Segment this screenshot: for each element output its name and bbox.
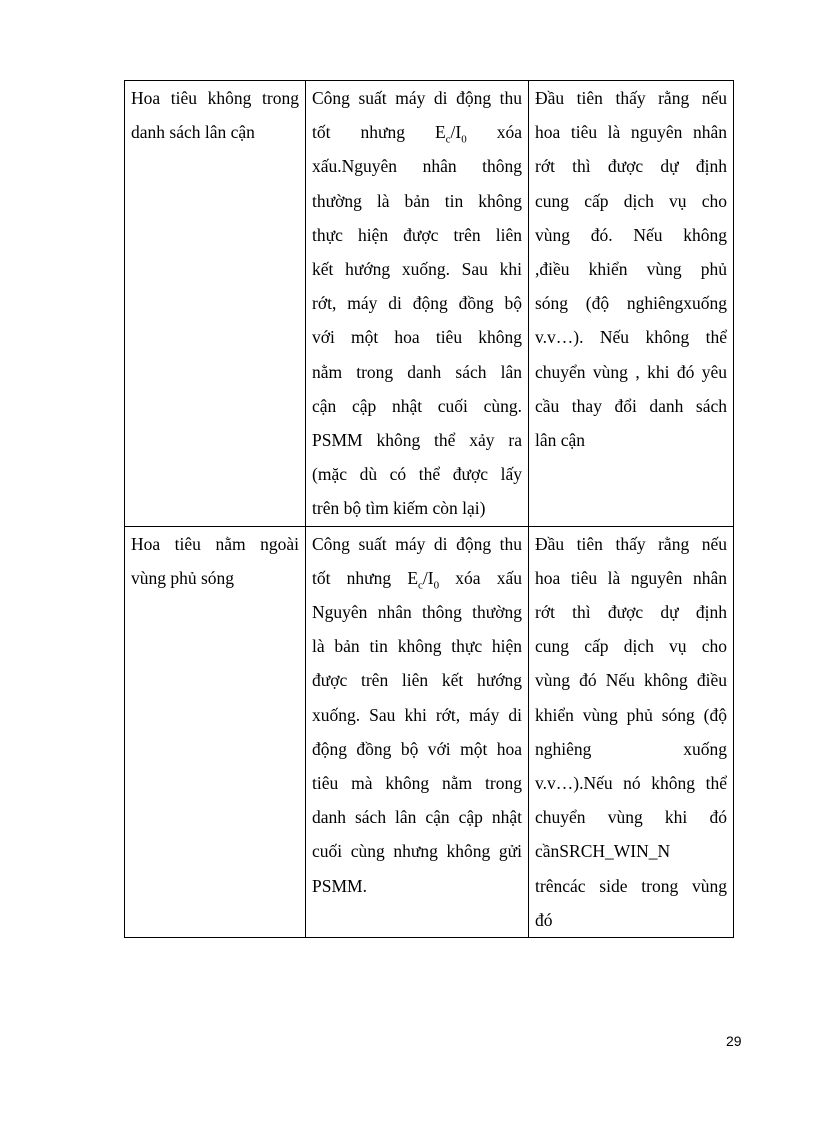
text-line: chuyển vùng , khi đó yêu bbox=[535, 361, 727, 382]
text-line: hoa tiêu là nguyên nhân bbox=[535, 122, 727, 143]
text-line: PSMM không thể xảy ra bbox=[312, 430, 522, 451]
text-line: tiêu mà không nằm trong bbox=[312, 773, 522, 794]
table-row bbox=[125, 81, 734, 527]
text-line: rớt thì được dự định bbox=[535, 602, 727, 623]
text-line: vùng phủ sóng bbox=[131, 567, 235, 588]
text-line: danh sách lân cận bbox=[131, 122, 255, 143]
text-line: khiển vùng phủ sóng (độ bbox=[535, 704, 727, 725]
text-line: trên bộ tìm kiếm còn lại) bbox=[312, 498, 486, 519]
problem-cell bbox=[125, 81, 306, 527]
text-line: là bản tin không thực hiện bbox=[312, 636, 522, 657]
text-line: rớt thì được dự định bbox=[535, 156, 727, 177]
text-line: xấu.Nguyên nhân thông bbox=[312, 156, 522, 177]
text-line: tốt nhưng $E_c/I_0$ xóa xấu bbox=[312, 567, 522, 592]
text-line: hoa tiêu là nguyên nhân bbox=[535, 567, 727, 588]
problem-cell bbox=[125, 526, 306, 937]
text-line: xuống. Sau khi rớt, máy di bbox=[312, 704, 522, 725]
text-line: cung cấp dịch vụ cho bbox=[535, 636, 727, 657]
text-line: rớt, máy di động đồng bộ bbox=[312, 293, 522, 314]
document-table bbox=[124, 80, 734, 938]
text-line: tốt nhưng $E_c/I_0$ xóa bbox=[312, 122, 522, 146]
text-line: động đồng bộ với một hoa bbox=[312, 738, 522, 759]
text-line: cầu thay đổi danh sách bbox=[535, 395, 727, 416]
text-line: danh sách lân cận cập nhật bbox=[312, 807, 522, 828]
text-line: kết hướng xuống. Sau khi bbox=[312, 259, 522, 280]
text-line: Nguyên nhân thông thường bbox=[312, 602, 522, 623]
text-line: Công suất máy di động thu bbox=[312, 533, 522, 554]
text-line: Đầu tiên thấy rằng nếu bbox=[535, 533, 727, 554]
text-line: thường là bản tin không bbox=[312, 190, 522, 211]
text-line: v.v…).Nếu nó không thể bbox=[535, 773, 727, 794]
cause-cell bbox=[306, 526, 529, 937]
text-line: cầnSRCH_WIN_N bbox=[535, 841, 671, 862]
text-line: lân cận bbox=[535, 430, 586, 451]
text-line: vùng đó. Nếu không bbox=[535, 224, 727, 245]
text-line: chuyển vùng khi đó bbox=[535, 807, 727, 828]
text-line: đó bbox=[535, 909, 553, 930]
text-line: v.v…). Nếu không thể bbox=[535, 327, 727, 348]
text-line: Đầu tiên thấy rằng nếu bbox=[535, 88, 727, 108]
ec-io-symbol: $E_c/I_0$ bbox=[434, 122, 467, 146]
text-line: cận cập nhật cuối cùng. bbox=[312, 395, 522, 416]
text-line: với một hoa tiêu không bbox=[312, 327, 522, 348]
text-line: ,điều khiển vùng phủ bbox=[535, 259, 727, 280]
page-number: 29 bbox=[726, 1033, 742, 1049]
text-line: được trên liên kết hướng bbox=[312, 670, 522, 691]
text-line: Hoa tiêu nằm ngoài bbox=[131, 533, 299, 554]
text-line: nằm trong danh sách lân bbox=[312, 361, 522, 382]
text-line: trêncác side trong vùng bbox=[535, 875, 727, 896]
text-line: Hoa tiêu không trong bbox=[131, 88, 299, 108]
text-line: PSMM. bbox=[312, 875, 367, 896]
text-line: vùng đó Nếu không điều bbox=[535, 670, 727, 691]
text-line: thực hiện được trên liên bbox=[312, 224, 522, 245]
text-line: Công suất máy di động thu bbox=[312, 88, 522, 108]
ec-io-symbol: $E_c/I_0$ bbox=[407, 567, 440, 592]
text-line: cung cấp dịch vụ cho bbox=[535, 190, 727, 211]
text-line: (mặc dù có thể được lấy bbox=[312, 464, 522, 485]
text-line: cuối cùng nhưng không gửi bbox=[312, 841, 522, 862]
cause-cell bbox=[306, 81, 529, 527]
solution-cell bbox=[529, 526, 734, 937]
text-line: nghiêng xuống bbox=[535, 738, 727, 759]
solution-cell bbox=[529, 81, 734, 527]
text-line: sóng (độ nghiêngxuống bbox=[535, 293, 727, 314]
table-row bbox=[125, 526, 734, 937]
